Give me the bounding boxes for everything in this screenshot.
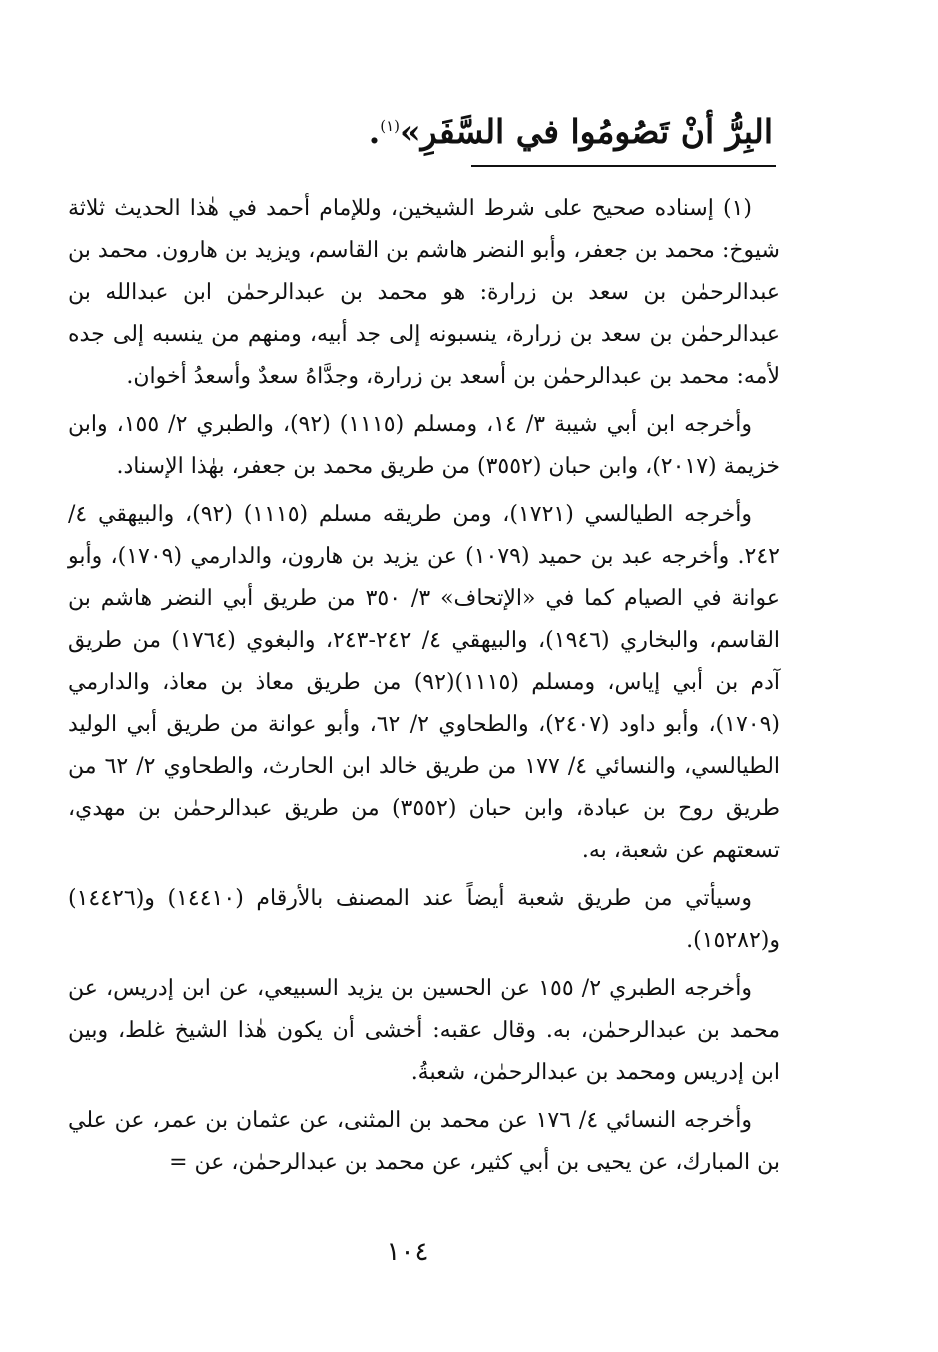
footnote-paragraph: وأخرجه الطبري ٢/ ١٥٥ عن الحسين بن يزيد السبيعي، عن ابن إدريس، عن محمد بن عبدالرحمٰن، به. وقال عقبه: أخشى أن يكون هٰذا الشيخ غلط، وبين ابن إدريس ومحمد بن عبدالرحمٰن، شعبةُ. [68, 976, 780, 1085]
footnote-paragraph: وسيأتي من طريق شعبة أيضاً عند المصنف بالأرقام (١٤٤١٠) و(١٤٤٢٦) و(١٥٢٨٢). [68, 886, 780, 953]
footnote-separator [471, 165, 776, 167]
footnote-paragraph: وأخرجه النسائي ٤/ ١٧٦ عن محمد بن المثنى، عن عثمان بن عمر، عن علي بن المبارك، عن يحيى بن أبي كثير، عن محمد بن عبدالرحمٰن، عن = [68, 1108, 780, 1175]
main-text-body: البِرُّ أنْ تَصُومُوا في السَّفَرِ» [400, 112, 773, 151]
page-number: ١٠٤ [386, 1237, 429, 1267]
main-text-end-mark: . [368, 112, 381, 151]
footnote-paragraph: (١) إسناده صحيح على شرط الشيخين، وللإمام أحمد في هٰذا الحديث ثلاثة شيوخ: محمد بن جعفر، وأبو النضر هاشم بن القاسم، ويزيد بن هارون. محمد بن عبدالرحمٰن بن سعد بن زرارة: هو محمد بن عبدالرحمٰن ابن عبدالله بن عبدالرحمٰن بن سعد بن زرارة، ينسبونه إلى جد أبيه، ومنهم من ينسبه إلى جده لأمه: محمد بن عبدالرحمٰن بن أسعد بن زرارة، وجدَّاهُ سعدٌ وأسعدُ أخوان. [68, 196, 780, 389]
footnote-marker: (١) [380, 117, 401, 135]
footnote-paragraph: وأخرجه الطيالسي (١٧٢١)، ومن طريقه مسلم (١١١٥) (٩٢)، والبيهقي ٤/ ٢٤٢. وأخرجه عبد بن حميد (١٠٧٩) عن يزيد بن هارون، والدارمي (١٧٠٩)، وأبو عوانة في الصيام كما في «الإتحاف» ٣/ ٣٥٠ من طريق أبي النضر هاشم بن القاسم، والبخاري (١٩٤٦)، والبيهقي ٤/ ٢٤٢-٢٤٣، والبغوي (١٧٦٤) من طريق آدم بن أبي إياس، ومسلم (١١١٥)(٩٢) من طريق معاذ بن معاذ، والدارمي (١٧٠٩)، وأبو داود (٢٤٠٧)، والطحاوي ٢/ ٦٢، وأبو عوانة من طريق أبي الوليد الطيالسي، والنسائي ٤/ ١٧٧ من طريق خالد ابن الحارث، والطحاوي ٢/ ٦٢ من طريق روح بن عبادة، وابن حبان (٣٥٥٢) من طريق عبدالرحمٰن بن مهدي، تسعتهم عن شعبة، به. [68, 502, 781, 863]
main-text-line [369, 96, 773, 162]
footnote-paragraph: وأخرجه ابن أبي شيبة ٣/ ١٤، ومسلم (١١١٥) (٩٢)، والطبري ٢/ ١٥٥، وابن خزيمة (٢٠١٧)، وابن حبان (٣٥٥٢) من طريق محمد بن جعفر، بهٰذا الإسناد. [68, 412, 780, 479]
footnotes-section [68, 188, 780, 1190]
